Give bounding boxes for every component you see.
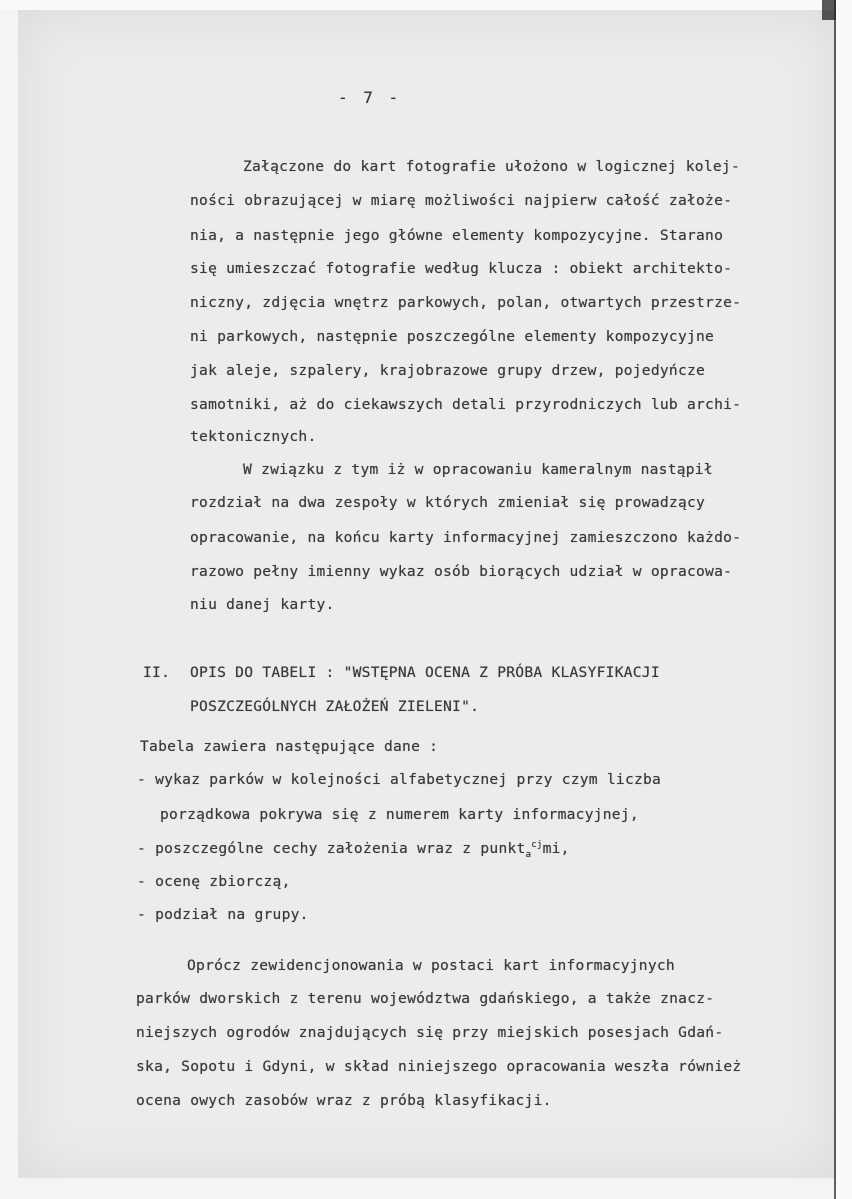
- paragraph-3-line: Oprócz zewidencjonowania w postaci kart informacyjnych: [187, 957, 675, 974]
- paragraph-3-line: ocena owych zasobów wraz z próbą klasyfikacji.: [136, 1092, 552, 1109]
- section-heading: POSZCZEGÓLNYCH ZAŁOŻEŃ ZIELENI".: [190, 698, 480, 715]
- paragraph-2-line: razowo pełny imienny wykaz osób biorących udział w opracowa-: [190, 563, 733, 580]
- paragraph-1-line: tektonicznych.: [190, 428, 317, 445]
- paragraph-3-line: ska, Sopotu i Gdyni, w skład niniejszego opracowania weszła również: [136, 1058, 742, 1075]
- section-number: II.: [143, 664, 171, 681]
- list-item: - podział na grupy.: [137, 906, 309, 923]
- paragraph-1-line: nia, a następnie jego główne elementy kompozycyjne. Starano: [190, 227, 724, 244]
- scan-border-line: [834, 0, 836, 1199]
- paragraph-1-line: Załączone do kart fotografie ułożono w logicznej kolej-: [243, 158, 740, 175]
- paragraph-3-line: niejszych ogrodów znajdujących się przy miejskich posesjach Gdań-: [136, 1024, 724, 1041]
- scan-edge-top: [0, 0, 852, 10]
- section-heading: OPIS DO TABELI : "WSTĘPNA OCENA Z PRÓBA KLASYFIKACJI: [190, 664, 660, 681]
- paragraph-1-line: ności obrazującej w miarę możliwości najpierw całość założe-: [190, 192, 733, 209]
- paragraph-1-line: niczny, zdjęcia wnętrz parkowych, polan, otwartych przestrze-: [190, 294, 742, 311]
- list-item: - poszczególne cechy założenia wraz z punkt$_a^{cj}$mi,: [137, 840, 570, 860]
- list-item: - wykaz parków w kolejności alfabetycznej przy czym liczba: [137, 771, 662, 788]
- list-intro: Tabela zawiera następujące dane :: [140, 738, 439, 755]
- paragraph-3-line: parków dworskich z terenu województwa gdańskiego, a także znacz-: [136, 990, 715, 1007]
- list-item: - ocenę zbiorczą,: [137, 873, 291, 890]
- paragraph-1-line: samotniki, aż do ciekawszych detali przyrodniczych lub archi-: [190, 396, 742, 413]
- paragraph-1-line: ni parkowych, następnie poszczególne elementy kompozycyjne: [190, 328, 715, 345]
- page-number: - 7 -: [338, 88, 402, 107]
- paragraph-2-line: W związku z tym iż w opracowaniu kameralnym nastąpił: [243, 461, 713, 478]
- paragraph-2-line: opracowanie, na końcu karty informacyjnej zamieszczono każdo-: [190, 529, 742, 546]
- scan-edge-right: [836, 0, 852, 1199]
- list-item: porządkowa pokrywa się z numerem karty informacyjnej,: [160, 806, 639, 823]
- scan-corner-mark: [822, 0, 836, 20]
- paragraph-1-line: jak aleje, szpalery, krajobrazowe grupy drzew, pojedyńcze: [190, 362, 706, 379]
- paragraph-2-line: rozdział na dwa zespoły w których zmieniał się prowadzący: [190, 494, 706, 511]
- paragraph-1-line: się umieszczać fotografie według klucza : obiekt architekto-: [190, 260, 733, 277]
- paragraph-2-line: niu danej karty.: [190, 596, 335, 613]
